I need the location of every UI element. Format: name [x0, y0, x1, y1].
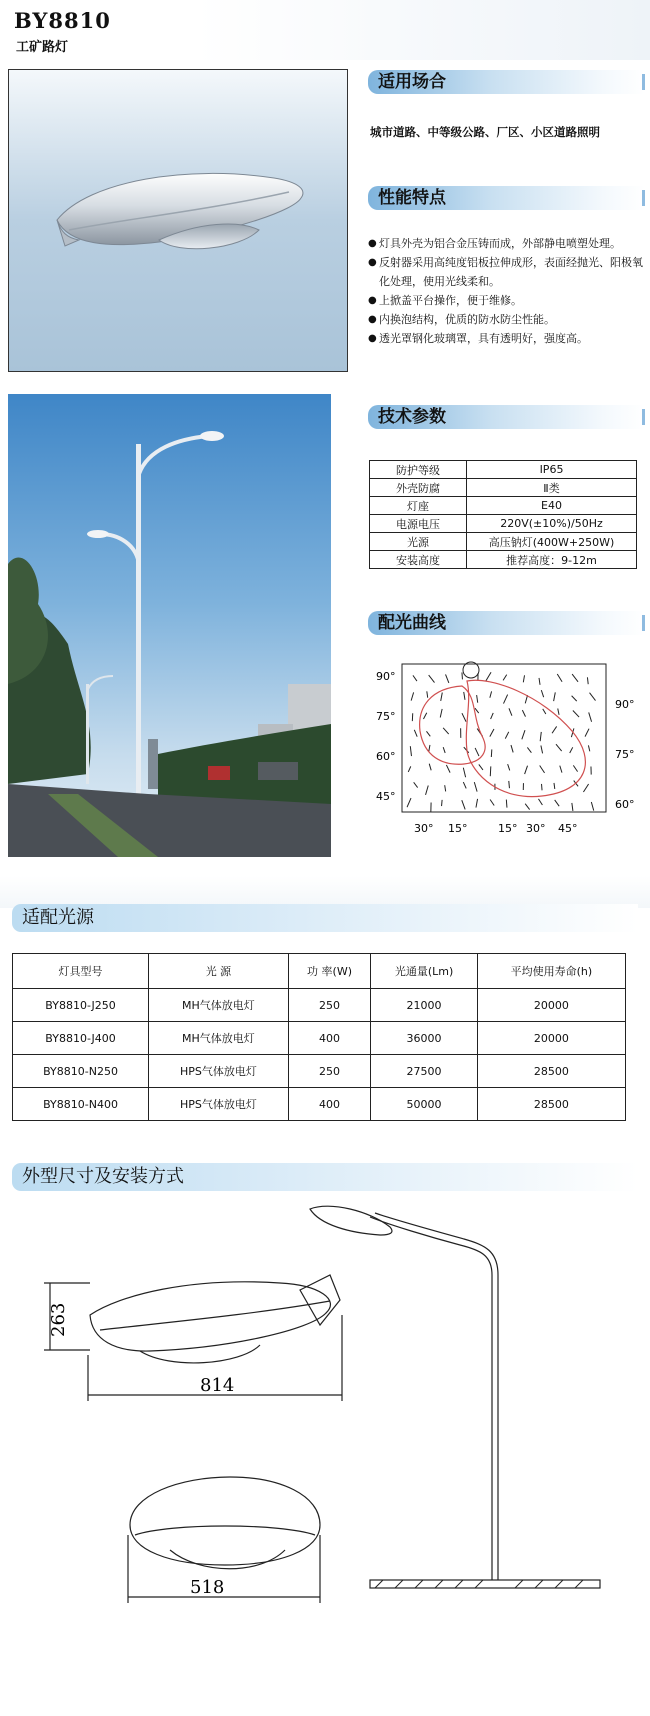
bullet-icon: ●: [368, 257, 377, 268]
pole-lamp-head: [310, 1206, 392, 1235]
table-header-row: 灯具型号 光 源 功 率(W) 光通量(Lm) 平均使用寿命(h): [13, 954, 626, 989]
feature-item: ● 透光罩钢化玻璃罩，具有透明好，强度高。: [368, 329, 643, 348]
sources-heading-text: 适配光源: [22, 907, 94, 928]
curve-label: 60°: [376, 750, 396, 763]
top-view-housing: [130, 1477, 320, 1565]
heading-marker: [642, 615, 645, 631]
pole-outline: [370, 1217, 492, 1580]
spec-row: 灯座 E40: [370, 497, 637, 515]
usage-heading-text: 适用场合: [378, 72, 446, 92]
heading-marker: [642, 409, 645, 425]
curve-label: 30°: [414, 822, 434, 835]
heading-marker: [642, 190, 645, 206]
hatch-mark: [509, 781, 510, 788]
height-label: 263: [48, 1302, 69, 1337]
side-view-housing: [90, 1282, 330, 1351]
hatch-mark: [442, 800, 443, 806]
curve-heading-text: 配光曲线: [378, 613, 446, 633]
street-scene-image: [8, 394, 331, 857]
heading-marker: [642, 74, 645, 90]
curve-label: 15°: [498, 822, 518, 835]
spec-heading-text: 技术参数: [378, 407, 446, 427]
curve-label: 45°: [376, 790, 396, 803]
curve-label: 60°: [615, 798, 635, 811]
dimension-drawing: [30, 1205, 640, 1605]
usage-text: 城市道路、中等级公路、厂区、小区道路照明: [370, 125, 600, 139]
feature-item: ● 内换泡结构，优质的防水防尘性能。: [368, 310, 643, 329]
curve-label: 45°: [558, 822, 578, 835]
feature-item: ● 灯具外壳为铝合金压铸而成，外部静电喷塑处理。: [368, 234, 643, 253]
sources-table: [12, 953, 626, 1121]
hatch-mark: [490, 766, 491, 776]
spec-table: [369, 460, 637, 569]
spec-row: 光源 高压钠灯(400W+250W): [370, 533, 637, 551]
bullet-icon: ●: [368, 238, 377, 249]
dims-heading: [12, 1163, 638, 1191]
bullet-icon: ●: [368, 314, 377, 325]
spec-row: 防护等级 IP65: [370, 461, 637, 479]
table-row: BY8810-N250 HPS气体放电灯 250 27500 28500: [13, 1055, 626, 1088]
curve-label: 75°: [376, 710, 396, 723]
installation-photo: [8, 394, 331, 857]
product-subtitle: 工矿路灯: [16, 40, 69, 55]
top-view-line: [135, 1526, 315, 1535]
width-label: 518: [190, 1577, 225, 1598]
feature-item: ● 上掀盖平台操作，便于维修。: [368, 291, 643, 310]
spec-row: 安装高度 推荐高度：9-12m: [370, 551, 637, 569]
curve-heading: [368, 611, 645, 635]
table-row: BY8810-J250 MH气体放电灯 250 21000 20000: [13, 989, 626, 1022]
dims-heading-text: 外型尺寸及安装方式: [22, 1166, 184, 1187]
features-list: [368, 234, 643, 348]
hatch-mark: [506, 800, 507, 808]
bullet-icon: ●: [368, 333, 377, 344]
product-title: BY8810: [14, 8, 111, 33]
curve-label: 30°: [526, 822, 546, 835]
usage-heading: [368, 70, 645, 94]
sources-heading: [12, 904, 638, 932]
top-view-lens: [170, 1550, 285, 1569]
streetlight-head-image: [9, 70, 347, 371]
pole-outline: [375, 1213, 498, 1580]
curve-label: 90°: [615, 698, 635, 711]
ground-base: [370, 1580, 600, 1588]
spec-row: 电源电压 220V(±10%)/50Hz: [370, 515, 637, 533]
light-distribution-curve: [372, 656, 642, 840]
hatch-mark: [462, 672, 463, 679]
table-row: BY8810-N400 HPS气体放电灯 400 50000 28500: [13, 1088, 626, 1121]
length-label: 814: [200, 1375, 235, 1396]
bullet-icon: ●: [368, 295, 377, 306]
feature-item: ● 反射器采用高纯度铝板拉伸成形，表面经抛光、阳极氧化处理，使用光线柔和。: [368, 253, 643, 291]
features-heading: [368, 186, 645, 210]
hatch-mark: [542, 784, 543, 790]
spec-row: 外壳防腐 Ⅱ类: [370, 479, 637, 497]
curve-label: 15°: [448, 822, 468, 835]
curve-label: 75°: [615, 748, 635, 761]
features-heading-text: 性能特点: [378, 188, 446, 208]
side-view-line: [100, 1301, 330, 1330]
hatch-mark: [491, 749, 492, 757]
spec-heading: [368, 405, 645, 429]
product-photo: [8, 69, 348, 372]
curve-label: 90°: [376, 670, 396, 683]
table-row: BY8810-J400 MH气体放电灯 400 36000 20000: [13, 1022, 626, 1055]
